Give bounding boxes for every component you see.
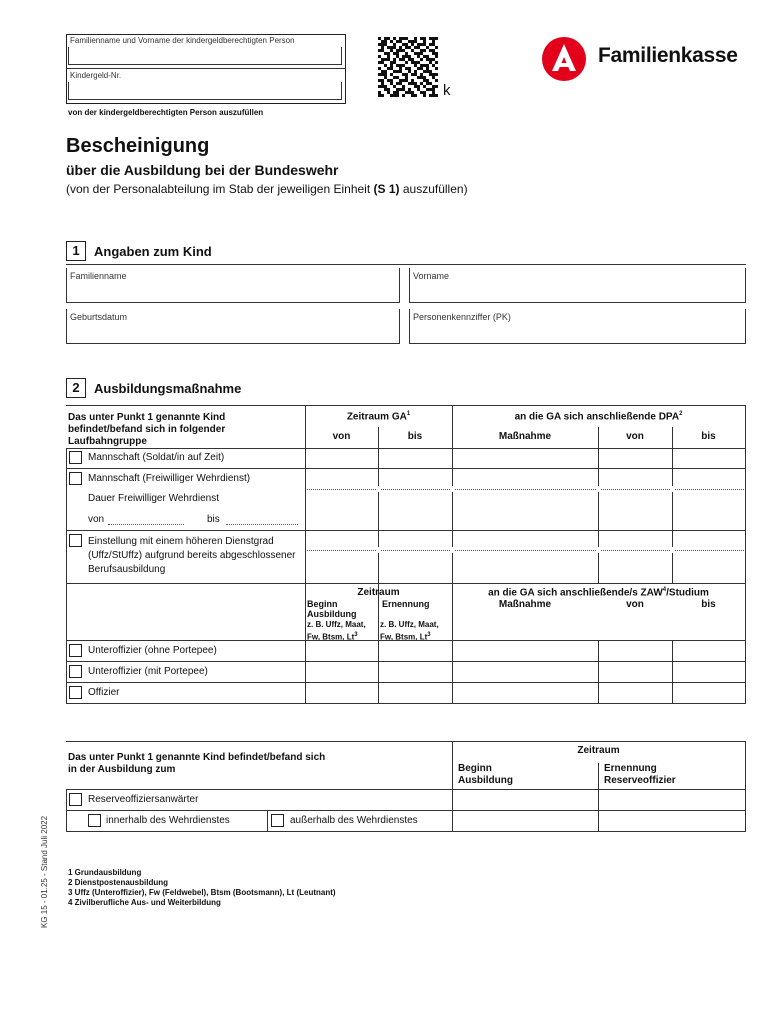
zaw-head-sup: 4	[662, 587, 667, 593]
familienkasse-logo-icon	[541, 36, 587, 82]
dpa-massnahme-head: Maßnahme	[498, 431, 552, 442]
beginn-head: Beginn Ausbildung	[307, 599, 357, 619]
fwd-duration-label: Dauer Freiwilliger Wehrdienst	[88, 493, 219, 504]
reserveoffiziersanwaerter-label: Reserveoffiziersanwärter	[88, 794, 199, 805]
s3-opt-divider	[267, 810, 268, 831]
zaw-massnahme-head: Maßnahme	[498, 599, 552, 610]
s2-col-line-right	[745, 405, 746, 703]
s2-col-line-5b	[672, 640, 673, 703]
ga-bis-head: bis	[407, 431, 423, 442]
ga-von-head: von	[332, 431, 351, 442]
s2-col-line-1	[305, 405, 306, 703]
uffz-mit-checkbox[interactable]	[69, 665, 82, 678]
page-subtitle: über die Ausbildung bei der Bundeswehr	[66, 162, 339, 178]
s3-zeitraum-head: Zeitraum	[577, 745, 620, 756]
s3-col-line-2	[598, 763, 599, 831]
zeitraum-ga-text: Zeitraum GA	[346, 411, 407, 423]
zeitraum-ga-sup: 1	[406, 411, 411, 417]
s3-intro: Das unter Punkt 1 genannte Kind befindet/befand sich in der Ausbildung zum	[68, 752, 326, 775]
title-note	[66, 182, 468, 196]
ausserhalb-checkbox[interactable]	[271, 814, 284, 827]
s3-ernennung-head: Ernennung Reserveoffizier	[604, 763, 676, 786]
s2-row-line-b1	[66, 661, 746, 662]
dpa-head	[452, 411, 745, 422]
title-note-bold: (S 1)	[373, 182, 400, 196]
s2-row-line-a3	[66, 583, 746, 584]
einstellung-label: Einstellung mit einem höheren Dienstgrad (Uffz/StUffz) aufgrund bereits abgeschlossener Berufsausbildung	[88, 536, 296, 575]
s3-beginn-head: Beginn Ausbildung	[458, 763, 513, 786]
fwd-bis-label: bis	[207, 514, 220, 525]
s2-col-line-4a	[598, 427, 599, 583]
s3-col-line-right	[745, 741, 746, 831]
beginn-example-text: z. B. Uffz, Maat, Fw, Btsm, Lt	[307, 620, 366, 642]
kindergeld-nr-label: Kindergeld-Nr.	[70, 71, 122, 80]
innerhalb-label: innerhalb des Wehrdienstes	[106, 815, 230, 826]
s3-row-line-0	[66, 789, 746, 790]
personenkennziffer-label: Personenkennziffer (PK)	[413, 312, 511, 322]
k-mark: k	[443, 82, 451, 99]
zaw-head	[452, 587, 745, 598]
header-divider	[66, 68, 346, 69]
ernennung-example-sup: 3	[427, 632, 431, 638]
ernennung-example-text: z. B. Uffz, Maat, Fw, Btsm, Lt	[380, 620, 439, 642]
fwd-bis-field[interactable]	[226, 524, 298, 525]
uffz-mit-label: Unteroffizier (mit Portepee)	[88, 666, 208, 677]
s2-col-line-4b	[598, 640, 599, 703]
mannschaft-saz-checkbox[interactable]	[69, 451, 82, 464]
s3-top-line	[66, 741, 746, 742]
offizier-checkbox[interactable]	[69, 686, 82, 699]
ausserhalb-label: außerhalb des Wehrdienstes	[290, 815, 418, 826]
page-title: Bescheinigung	[66, 135, 210, 157]
footnote-3: 3 Uffz (Unteroffizier), Fw (Feldwebel), Btsm (Bootsmann), Lt (Leutnant)	[68, 888, 336, 897]
s2-row-line-a1	[66, 468, 746, 469]
fw-dotted-1	[307, 489, 744, 490]
fwd-von-field[interactable]	[108, 524, 184, 525]
s2-col-intro: Das unter Punkt 1 genannte Kind befindet/befand sich in folgender Laufbahngruppe	[68, 412, 226, 447]
uffz-ohne-label: Unteroffizier (ohne Portepee)	[88, 645, 217, 656]
zeitraum-head: Zeitraum	[357, 587, 400, 598]
innerhalb-checkbox[interactable]	[88, 814, 101, 827]
offizier-label: Offizier	[88, 687, 120, 698]
s2-col-line-5a	[672, 427, 673, 583]
geburtsdatum-label: Geburtsdatum	[70, 312, 128, 322]
mannschaft-fwd-checkbox[interactable]	[69, 472, 82, 485]
fill-note: von der kindergeldberechtigten Person auszufüllen	[68, 108, 264, 117]
s2-col-line-3	[452, 405, 453, 703]
beginn-example-sup: 3	[354, 632, 358, 638]
geburtsdatum-field[interactable]	[66, 309, 400, 344]
familienname-field[interactable]	[66, 268, 400, 303]
s2-row-line-b3	[66, 703, 746, 704]
section2-title: Ausbildungsmaßnahme	[94, 381, 242, 396]
einstellung-checkbox[interactable]	[69, 534, 82, 547]
qr-code-icon	[378, 37, 438, 97]
s3-row-line-1	[66, 810, 746, 811]
s3-row-line-2	[66, 831, 746, 832]
einstellung-dotted	[307, 550, 744, 551]
s2-left-line	[66, 448, 67, 703]
dpa-von-head: von	[626, 431, 644, 442]
kindergeld-nr-field[interactable]	[68, 82, 342, 100]
s2-row-line-b0	[66, 640, 746, 641]
section1-title: Angaben zum Kind	[94, 244, 212, 259]
mannschaft-saz-label: Mannschaft (Soldat/in auf Zeit)	[88, 452, 225, 463]
s2-row-line-a0	[66, 448, 746, 449]
fwd-von-label: von	[88, 514, 105, 525]
dpa-bis-head: bis	[701, 431, 716, 442]
title-note-post: auszufüllen)	[399, 182, 468, 196]
footnote-2: 2 Dienstpostenausbildung	[68, 878, 169, 887]
section2-number: 2	[66, 378, 86, 398]
name-field[interactable]	[68, 47, 342, 65]
zaw-head-tail: /Studium	[666, 587, 709, 599]
section1-top-line	[66, 264, 746, 265]
name-field-label: Familienname und Vorname der kindergeldberechtigten Person	[70, 36, 295, 45]
form-id-side-text: KG 15 - 01.25 - Stand Juli 2022	[40, 815, 49, 928]
dpa-head-text: an die GA sich anschließende DPA	[514, 411, 680, 423]
section1-number: 1	[66, 241, 86, 261]
dpa-head-sup: 2	[679, 411, 683, 417]
footnote-4: 4 Zivilberufliche Aus- und Weiterbildung	[68, 898, 221, 907]
reserveoffiziersanwaerter-checkbox[interactable]	[69, 793, 82, 806]
s2-row-line-b2	[66, 682, 746, 683]
footnote-1: 1 Grundausbildung	[68, 868, 142, 877]
zaw-head-text: an die GA sich anschließende/s ZAW	[488, 587, 663, 599]
zeitraum-ga-head	[305, 411, 452, 422]
ernennung-head: Ernennung	[382, 599, 430, 609]
zaw-von-head: von	[626, 599, 644, 610]
s2-top-line	[66, 405, 746, 406]
personenkennziffer-field[interactable]	[409, 309, 746, 344]
vorname-label: Vorname	[413, 271, 450, 281]
zaw-bis-head: bis	[701, 599, 716, 610]
mannschaft-fwd-label: Mannschaft (Freiwilliger Wehrdienst)	[88, 473, 251, 484]
uffz-ohne-checkbox[interactable]	[69, 644, 82, 657]
title-note-pre: (von der Personalabteilung im Stab der jeweiligen Einheit	[66, 182, 374, 196]
s2-row-line-a2	[66, 530, 746, 531]
brand-name: Familienkasse	[598, 44, 738, 67]
vorname-field[interactable]	[409, 268, 746, 303]
familienname-label: Familienname	[70, 271, 127, 281]
